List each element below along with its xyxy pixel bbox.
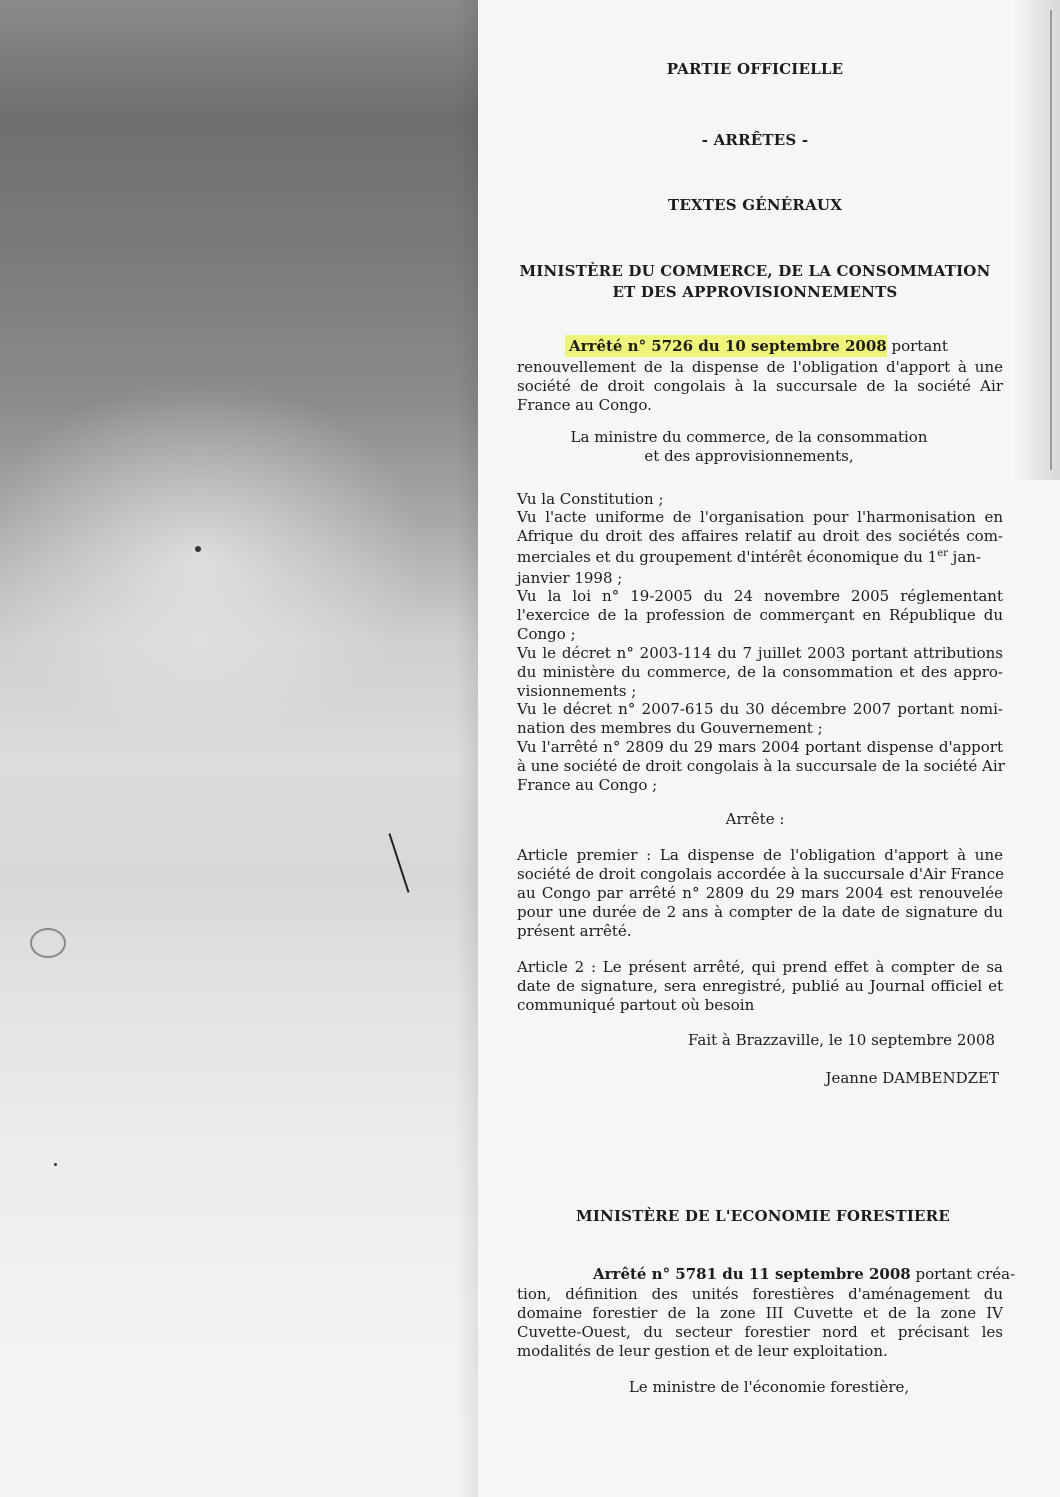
visa-line: janvier 1998 ; — [517, 569, 623, 587]
ministry-heading-2: ET DES APPROVISIONNEMENTS — [612, 283, 898, 301]
visa-line: à une société de droit congolais à la succursale de la société Air — [517, 757, 1005, 775]
ministry-heading-forestry: MINISTÈRE DE L'ECONOMIE FORESTIERE — [576, 1207, 950, 1225]
decree2-title-line: domaine forestier de la zone III Cuvette et de la zone IV — [517, 1304, 1003, 1322]
visa-line: Afrique du droit des affaires relatif au droit des sociétés com- — [517, 527, 1003, 545]
visa-line: Vu la Constitution ; — [517, 490, 664, 508]
authority-line-2: et des approvisionnements, — [644, 447, 854, 465]
decree-number-highlight: Arrêté n° 5726 du 10 septembre 2008 — [565, 335, 887, 357]
visa-line: Congo ; — [517, 625, 576, 643]
decree2-title-line: modalités de leur gestion et de leur exploitation. — [517, 1342, 888, 1360]
decree2-authority: Le ministre de l'économie forestière, — [628, 1378, 910, 1396]
signatory: Jeanne DAMBENDZET — [825, 1069, 999, 1087]
decree2-title-line: Cuvette-Ouest, du secteur forestier nord et précisant les — [517, 1323, 1003, 1341]
decree-title-line: renouvellement de la dispense de l'obligation d'apport à une — [517, 358, 1003, 376]
article-2-line: Article 2 : Le présent arrêté, qui prend effet à compter de sa — [517, 958, 1003, 976]
visa-line: visionnements ; — [517, 682, 637, 700]
decree2-reference-rest: portant créa- — [915, 1265, 1016, 1283]
section-category: TEXTES GÉNÉRAUX — [667, 196, 843, 214]
visa-line: du ministère du commerce, de la consommation et des appro- — [517, 663, 1003, 681]
document-page — [505, 0, 1016, 1497]
scan-shadow-left — [0, 0, 478, 1497]
article-1-line: présent arrêté. — [517, 922, 632, 940]
visa-line: France au Congo ; — [517, 776, 658, 794]
visa-line-tail: jan- — [947, 548, 981, 566]
decree-title-line: France au Congo. — [517, 396, 652, 414]
visa-line — [517, 548, 1003, 566]
decree2-number: Arrêté n° 5781 du 11 septembre 2008 — [593, 1265, 911, 1283]
visa-line: Vu le décret n° 2003-114 du 7 juillet 2003 portant attributions — [517, 644, 1003, 662]
article-2-line: date de signature, sera enregistré, publié au Journal officiel et — [517, 977, 1003, 995]
article-1-line: société de droit congolais accordée à la succursale d'Air France — [517, 865, 1004, 883]
visa-line-text: merciales et du groupement d'intérêt économique du 1 — [517, 548, 938, 566]
decree2-title-line: tion, définition des unités forestières d'aménagement du — [517, 1285, 1003, 1303]
visa-line: nation des membres du Gouvernement ; — [517, 719, 823, 737]
scan-speck — [54, 1163, 57, 1166]
section-title: PARTIE OFFICIELLE — [666, 60, 844, 78]
decision-heading: Arrête : — [725, 810, 785, 828]
scan-speck — [195, 546, 201, 552]
section-subtitle: - ARRÊTES - — [701, 131, 809, 149]
authority-line-1: La ministre du commerce, de la consommation — [570, 428, 928, 446]
visa-superscript: er — [937, 548, 948, 559]
visa-line: Vu la loi n° 19-2005 du 24 novembre 2005 réglementant — [517, 587, 1003, 605]
decree2-reference — [593, 1265, 1015, 1283]
visa-line: Vu le décret n° 2007-615 du 30 décembre 2007 portant nomi- — [517, 700, 1003, 718]
decree-reference — [565, 337, 948, 355]
article-2-line: communiqué partout où besoin — [517, 996, 755, 1014]
place-date: Fait à Brazzaville, le 10 septembre 2008 — [688, 1031, 995, 1049]
decree-reference-rest: portant — [891, 337, 948, 355]
visa-line: l'exercice de la profession de commerçant en République du — [517, 606, 1003, 624]
scan-edge-right — [1012, 0, 1060, 480]
ministry-heading-1: MINISTÈRE DU COMMERCE, DE LA CONSOMMATION — [519, 262, 991, 280]
scan-ring — [30, 928, 66, 958]
visa-line: Vu l'arrêté n° 2809 du 29 mars 2004 portant dispense d'apport — [517, 738, 1003, 756]
article-1-line: pour une durée de 2 ans à compter de la date de signature du — [517, 903, 1003, 921]
article-1-line: au Congo par arrêté n° 2809 du 29 mars 2004 est renouvelée — [517, 884, 1003, 902]
visa-line: Vu l'acte uniforme de l'organisation pour l'harmonisation en — [517, 508, 1003, 526]
decree-title-line: société de droit congolais à la succursale de la société Air — [517, 377, 1003, 395]
article-1-line: Article premier : La dispense de l'obligation d'apport à une — [517, 846, 1003, 864]
